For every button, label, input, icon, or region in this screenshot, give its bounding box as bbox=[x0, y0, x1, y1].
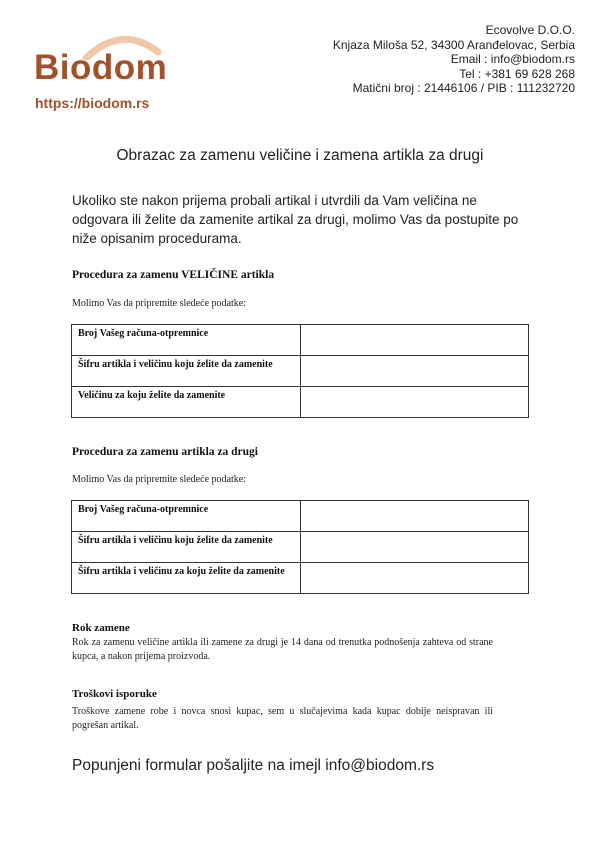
form-row bbox=[72, 387, 529, 418]
shipping-costs-heading: Troškovi isporuke bbox=[72, 688, 157, 700]
form-row bbox=[72, 356, 529, 387]
form-row bbox=[72, 325, 529, 356]
invoice-number-input[interactable] bbox=[301, 325, 528, 352]
submit-instructions: Popunjeni formular pošaljite na imejl info@biodom.rs bbox=[72, 757, 435, 774]
shipping-costs-text: Troškove zamene robe i novca snosi kupac, sem u slučajevima kada kupac dobije neispravan ili pogrešan artikal. bbox=[72, 706, 493, 731]
article-code-size-input[interactable] bbox=[301, 356, 528, 383]
company-phone: Tel : +381 69 628 268 bbox=[459, 66, 575, 81]
company-registration: Matični broj : 21446106 / PIB : 111232720 bbox=[352, 81, 575, 96]
company-address: Knjaza Miloša 52, 34300 Aranđelovac, Serbia bbox=[332, 37, 575, 52]
new-size-input[interactable] bbox=[301, 387, 528, 414]
new-article-input[interactable] bbox=[301, 563, 528, 590]
new-size-field[interactable] bbox=[301, 387, 529, 418]
size-exchange-form bbox=[71, 324, 529, 418]
logo-text: Biodom bbox=[34, 48, 168, 87]
section2-heading: Procedura za zamenu artikla za drugi bbox=[72, 446, 258, 458]
company-info bbox=[333, 23, 575, 96]
new-article-field[interactable] bbox=[301, 563, 529, 594]
form-label: Veličinu za koju želite da zamenite bbox=[72, 387, 301, 418]
invoice-number-field[interactable] bbox=[301, 325, 529, 356]
section1-subtext: Molimo Vas da pripremite sledeće podatke: bbox=[72, 298, 246, 309]
article-exchange-form bbox=[71, 500, 529, 594]
company-name: Ecovolve D.O.O. bbox=[485, 23, 575, 37]
website-link[interactable]: https://biodom.rs bbox=[35, 95, 150, 111]
invoice-number-input[interactable] bbox=[301, 501, 528, 528]
article-code-size-field[interactable] bbox=[301, 356, 529, 387]
intro-text: Ukoliko ste nakon prijema probali artikal i utvrdili da Vam veličina ne odgovara ili želite da zamenite artikal za drugi, molimo Vas da postupite po niže opisanim procedurama. bbox=[72, 193, 519, 246]
deadline-text: Rok za zamenu veličine artikla ili zamene za drugi je 14 dana od trenutka podnošenja zahteva od strane kupca, a nakon prijema proizvoda. bbox=[72, 637, 493, 662]
page-title: Obrazac za zamenu veličine i zamena artikla za drugi bbox=[116, 147, 484, 164]
form-row bbox=[72, 532, 529, 563]
form-row bbox=[72, 501, 529, 532]
section1-heading: Procedura za zamenu VELIČINE artikla bbox=[72, 269, 275, 281]
form-row bbox=[72, 563, 529, 594]
invoice-number-field[interactable] bbox=[301, 501, 529, 532]
deadline-heading: Rok zamene bbox=[72, 622, 130, 634]
form-label: Šifru artikla i veličinu koju želite da zamenite bbox=[72, 532, 301, 563]
section2-subtext: Molimo Vas da pripremite sledeće podatke: bbox=[72, 474, 246, 485]
form-label: Šifru artikla i veličinu koju želite da zamenite bbox=[72, 356, 301, 387]
form-label: Broj Vašeg računa-otpremnice bbox=[72, 325, 301, 356]
company-email: Email : info@biodom.rs bbox=[450, 52, 575, 67]
article-code-size-field[interactable] bbox=[301, 532, 529, 563]
biodom-logo bbox=[34, 30, 168, 90]
form-label: Broj Vašeg računa-otpremnice bbox=[72, 501, 301, 532]
article-code-size-input[interactable] bbox=[301, 532, 528, 559]
form-label: Šifru artikla i veličinu za koju želite da zamenite bbox=[72, 563, 301, 594]
